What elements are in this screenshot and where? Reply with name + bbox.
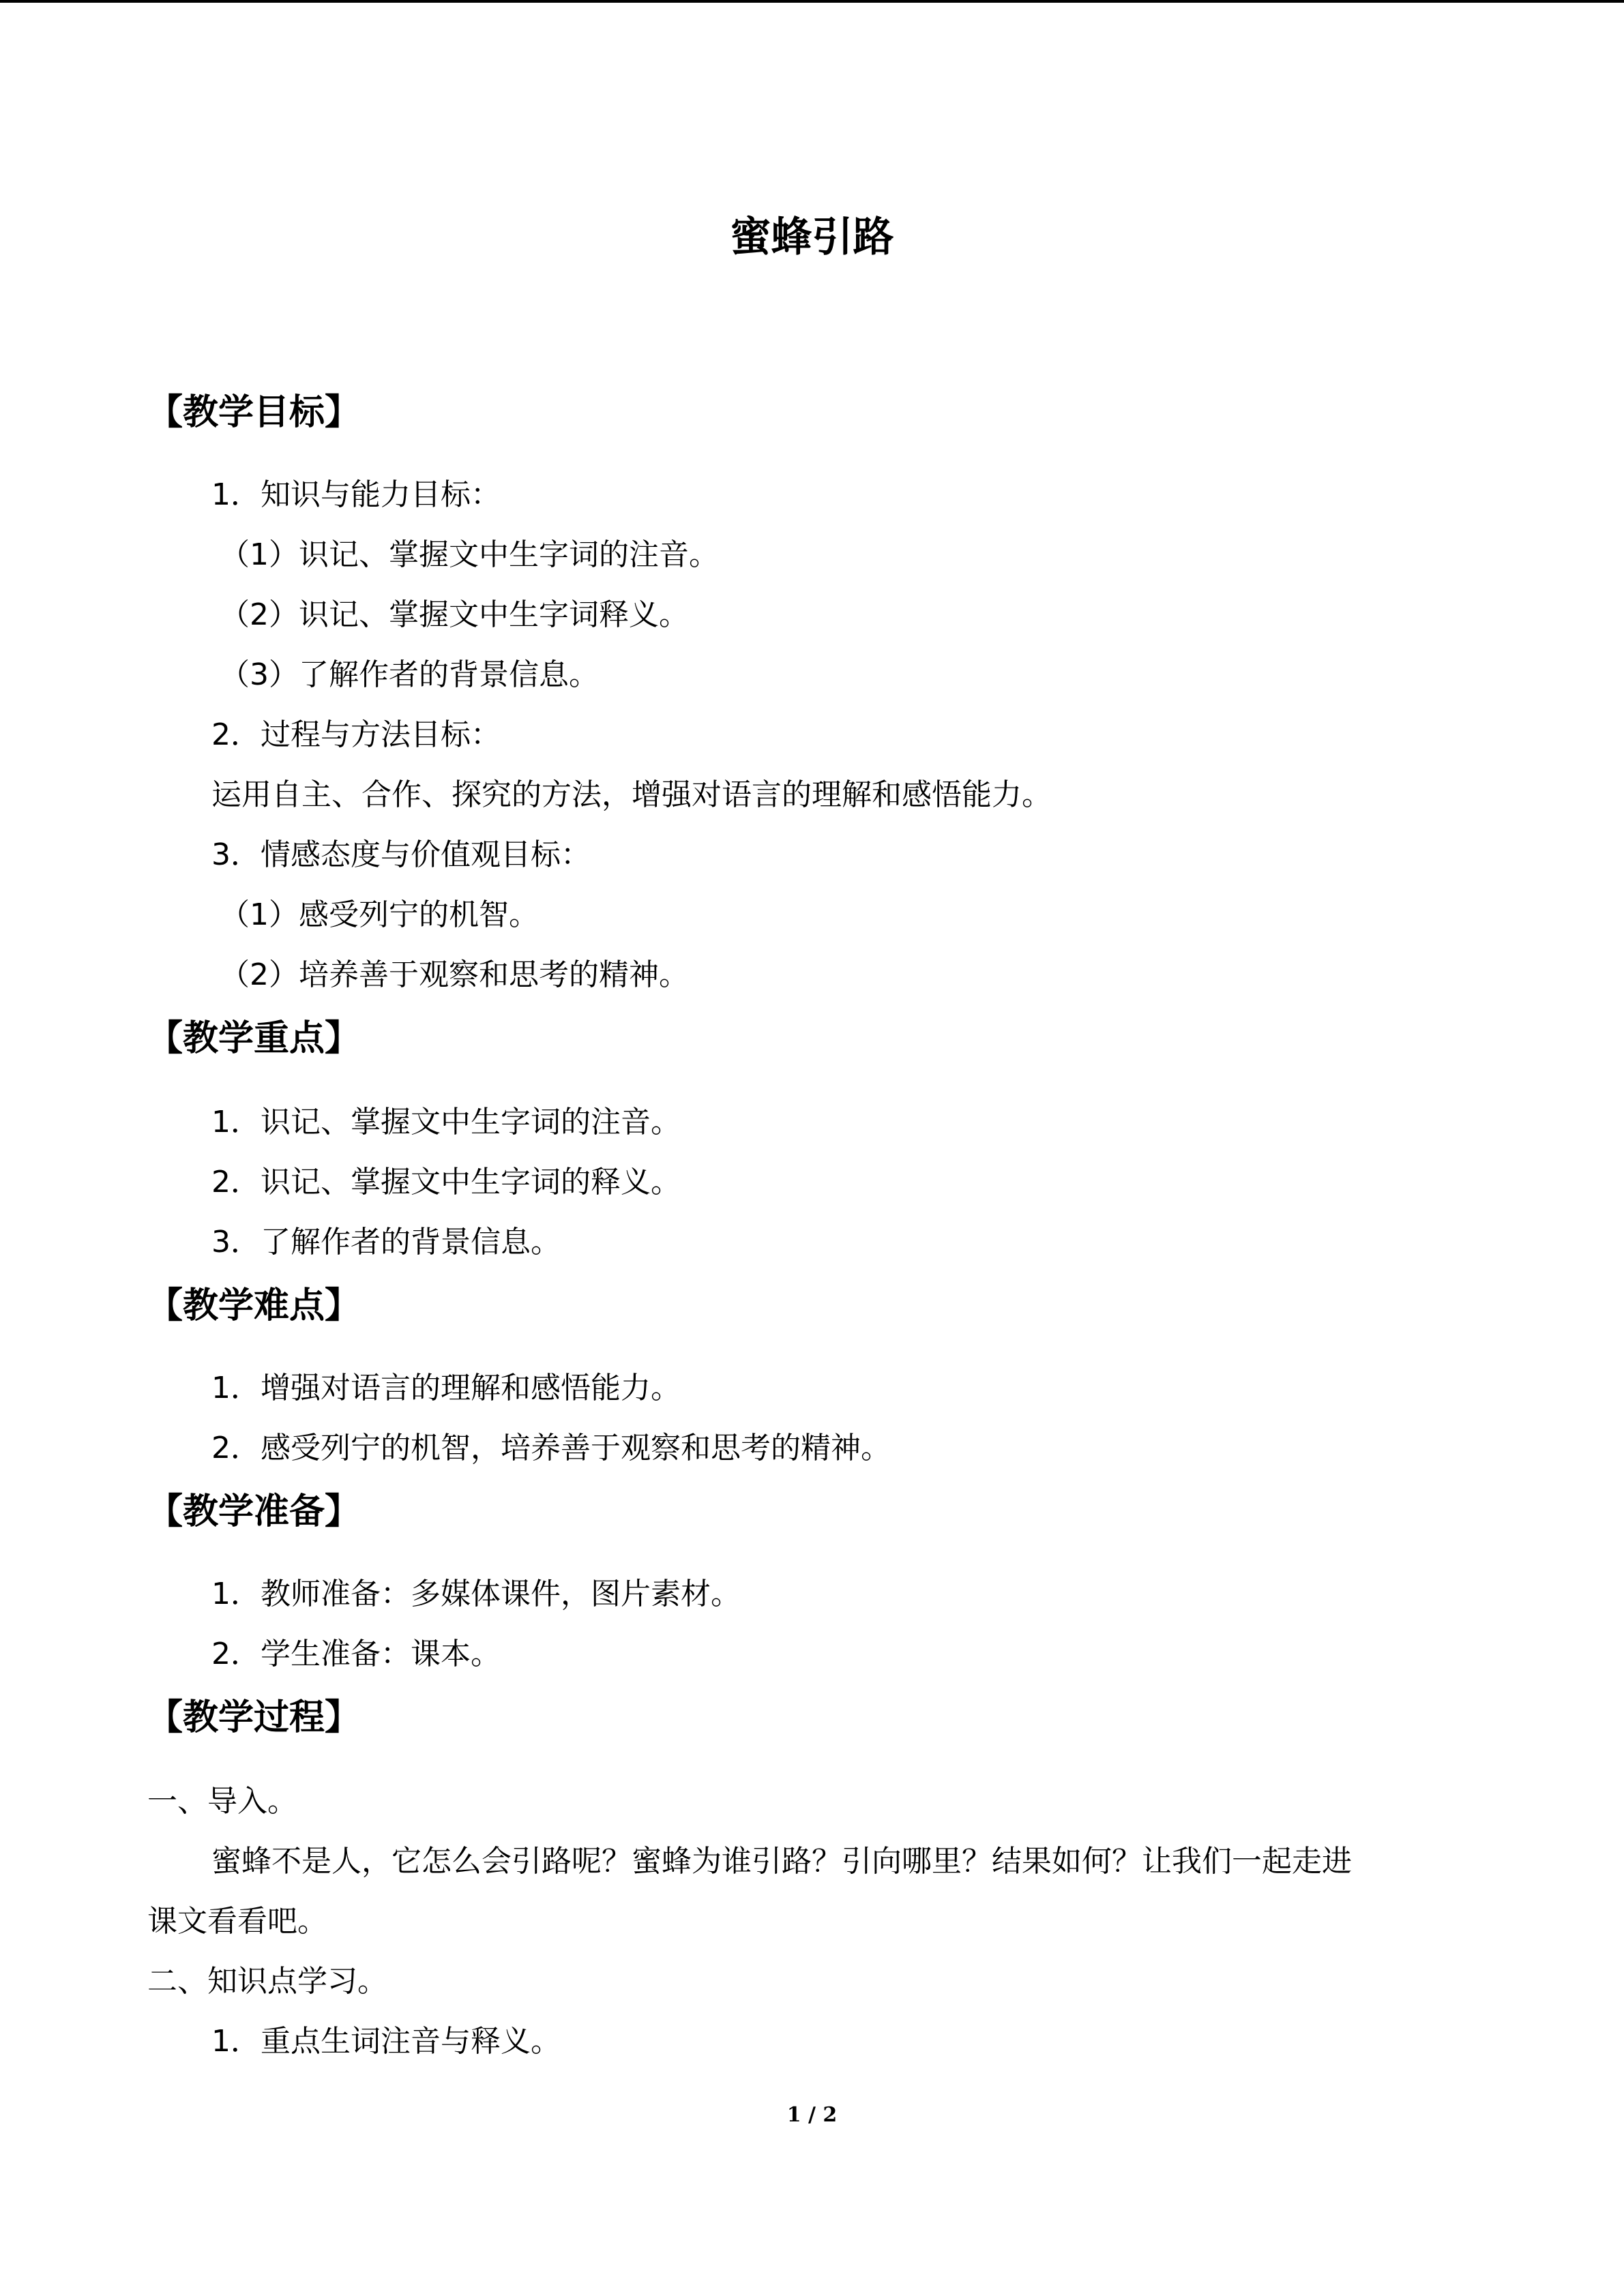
objectives-line: 运用自主、合作、探究的方法，增强对语言的理解和感悟能力。 [211,777,1052,812]
objectives-line: 1．知识与能力目标： [211,477,501,512]
process-step-item: 1．重点生词注音与释义。 [211,2024,561,2059]
difficulties-line: 1．增强对语言的理解和感悟能力。 [211,1371,681,1405]
key-points-line: 3．了解作者的背景信息。 [211,1225,561,1259]
objectives-line: （1）识记、掌握文中生字词的注音。 [220,537,719,572]
process-paragraph: 蜜蜂不是人，它怎么会引路呢？蜜蜂为谁引路？引向哪里？结果如何？让我们一起走进 [211,1844,1352,1879]
objectives-line: 3．情感态度与价值观目标： [211,837,591,872]
difficulties-line: 2．感受列宁的机智，培养善于观察和思考的精神。 [211,1431,891,1465]
process-step-knowledge: 二、知识点学习。 [147,1964,387,1999]
page-number: 1 / 2 [786,2103,838,2127]
section-heading-objectives: 【教学目标】 [147,392,361,433]
preparation-line: 2．学生准备：课本。 [211,1637,501,1671]
objectives-line: （2）培养善于观察和思考的精神。 [220,957,689,992]
key-points-line: 1．识记、掌握文中生字词的注音。 [211,1105,681,1139]
section-heading-preparation: 【教学准备】 [147,1491,361,1532]
document-title: 蜜蜂引路 [730,213,894,261]
process-paragraph: 课文看看吧。 [147,1904,327,1939]
objectives-line: （3）了解作者的背景信息。 [220,657,599,692]
section-heading-key-points: 【教学重点】 [147,1018,361,1059]
section-heading-difficulties: 【教学难点】 [147,1285,361,1326]
objectives-line: （2）识记、掌握文中生字词释义。 [220,597,689,632]
preparation-line: 1．教师准备：多媒体课件，图片素材。 [211,1577,741,1611]
section-heading-process: 【教学过程】 [147,1697,361,1738]
objectives-line: 2．过程与方法目标： [211,717,501,752]
objectives-line: （1）感受列宁的机智。 [220,897,539,932]
key-points-line: 2．识记、掌握文中生字词的释义。 [211,1165,681,1199]
process-step-intro: 一、导入。 [147,1784,297,1819]
